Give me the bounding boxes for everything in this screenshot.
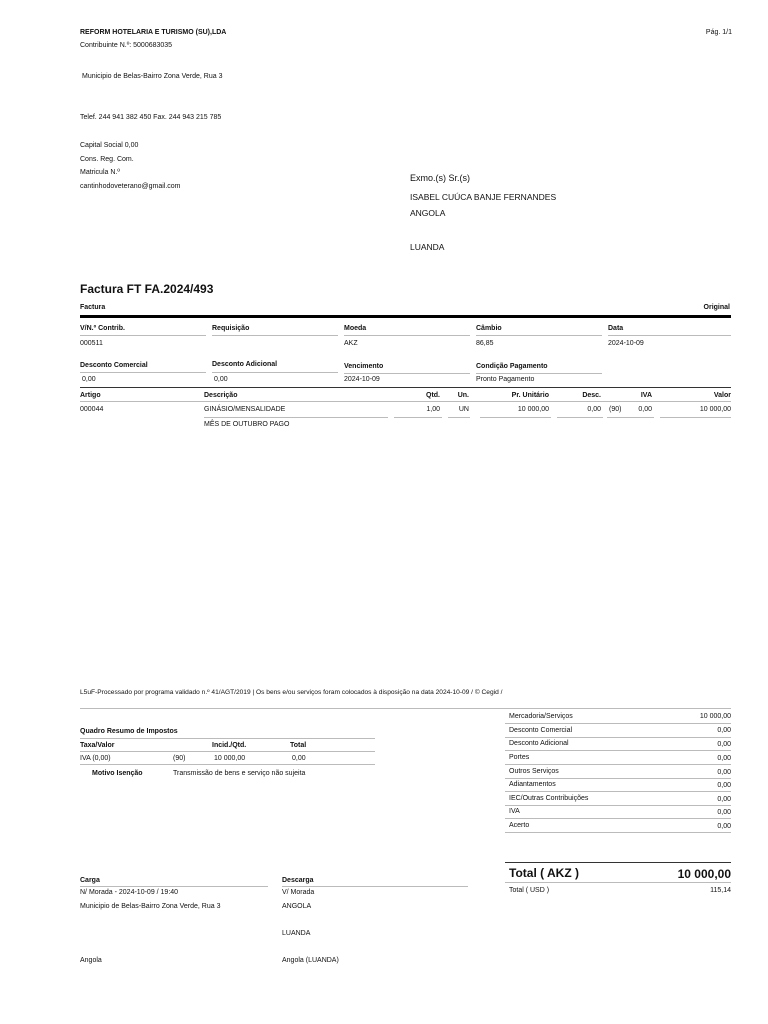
descarga-line3: LUANDA <box>282 930 311 937</box>
tax-summary-title: Quadro Resumo de Impostos <box>80 728 178 735</box>
grand-total-value: 10 000,00 <box>677 867 731 881</box>
info-header: Moeda <box>344 325 367 332</box>
carga-line2: Municipio de Belas-Bairro Zona Verde, Rua 3 <box>80 903 221 910</box>
totals-value: 0,00 <box>717 769 731 776</box>
descarga-line1: V/ Morada <box>282 889 315 896</box>
company-email: cantinhodoveterano@gmail.com <box>80 183 181 190</box>
totals-label: IVA <box>509 808 520 815</box>
totals-value: 0,00 <box>717 782 731 789</box>
col-header-artigo: Artigo <box>80 392 101 399</box>
totals-value: 0,00 <box>717 809 731 816</box>
col-header-un: Un. <box>457 392 469 399</box>
grand-total-label: Total ( AKZ ) <box>509 866 579 880</box>
carga-line1: N/ Morada - 2024-10-09 / 19:40 <box>80 889 179 896</box>
totals-label: Adiantamentos <box>509 781 556 788</box>
row-un: UN <box>458 406 469 413</box>
info-header: Desconto Adicional <box>212 361 278 368</box>
info-value: 000511 <box>80 340 103 347</box>
company-taxpayer: Contribuinte N.º: 5000683035 <box>80 42 173 49</box>
totals-value: 0,00 <box>717 727 731 734</box>
totals-value: 10 000,00 <box>699 713 731 720</box>
totals-label: Portes <box>509 754 530 761</box>
company-matricula: Matricula N.º <box>80 169 120 176</box>
invoice-title: Factura FT FA.2024/493 <box>80 282 214 296</box>
info-header: Desconto Comercial <box>80 362 148 369</box>
info-value: Pronto Pagamento <box>476 376 535 383</box>
page-number: Pág. 1/1 <box>705 29 732 36</box>
exemption-label: Motivo Isenção <box>92 770 143 777</box>
tax-row-taxa: IVA (0,00) <box>80 755 111 762</box>
totals-label: Desconto Adicional <box>509 740 569 747</box>
totals-label: Outros Serviços <box>509 768 559 775</box>
info-value: 0,00 <box>214 376 228 383</box>
row-qtd: 1,00 <box>426 406 440 413</box>
info-header: Vencimento <box>344 363 384 370</box>
totals-label: Desconto Comercial <box>509 727 573 734</box>
row-iva-code: (90) <box>609 406 622 413</box>
company-phone-fax: Telef. 244 941 382 450 Fax. 244 943 215 785 <box>80 114 222 121</box>
totals-label: Acerto <box>509 822 530 829</box>
info-header: Data <box>608 325 624 332</box>
item-note: MÊS DE OUTUBRO PAGO <box>204 421 290 428</box>
client-name: ISABEL CUÚCA BANJE FERNANDES <box>410 192 557 202</box>
exemption-text: Transmissão de bens e serviço não sujeita <box>173 770 306 777</box>
info-header: Câmbio <box>476 325 502 332</box>
title-rule <box>80 315 731 318</box>
info-header: Condição Pagamento <box>476 363 548 370</box>
tax-header-total: Total <box>290 742 307 749</box>
invoice-doc-type: Factura <box>80 304 106 311</box>
info-header: V/N.º Contrib. <box>80 325 125 332</box>
info-value: AKZ <box>344 340 358 347</box>
col-header-iva: IVA <box>640 392 652 399</box>
col-header-pr-unit: Pr. Unitário <box>511 392 549 399</box>
tax-row-code: (90) <box>173 755 186 762</box>
descarga-line2: ANGOLA <box>282 903 312 910</box>
tax-header-incid: Incid./Qtd. <box>212 742 247 749</box>
invoice-copy: Original <box>703 304 730 311</box>
client-city: LUANDA <box>410 242 445 252</box>
client-country: ANGOLA <box>410 208 446 218</box>
row-artigo: 000044 <box>80 406 104 413</box>
usd-total-label: Total ( USD ) <box>509 887 550 894</box>
tax-row-total: 0,00 <box>292 755 306 762</box>
col-header-desc: Desc. <box>582 392 601 399</box>
usd-total-value: 115,14 <box>710 887 731 894</box>
descarga-title: Descarga <box>282 877 314 884</box>
row-descricao: GINÁSIO/MENSALIDADE <box>204 406 286 413</box>
tax-header-taxa: Taxa/Valor <box>80 742 115 749</box>
client-salutation: Exmo.(s) Sr.(s) <box>410 173 470 183</box>
row-desc: 0,00 <box>587 406 601 413</box>
col-header-valor: Valor <box>713 392 731 399</box>
totals-value: 0,00 <box>717 755 731 762</box>
row-iva: 0,00 <box>638 406 652 413</box>
row-valor: 10 000,00 <box>699 406 731 413</box>
company-capital: Capital Social 0,00 <box>80 142 139 149</box>
col-header-qtd: Qtd. <box>426 392 440 399</box>
totals-value: 0,00 <box>717 741 731 748</box>
info-value: 2024-10-09 <box>344 376 380 383</box>
carga-title: Carga <box>80 877 100 884</box>
info-value: 2024-10-09 <box>608 340 644 347</box>
company-address: Municipio de Belas-Bairro Zona Verde, Rua 3 <box>82 73 223 80</box>
tax-row-incid: 10 000,00 <box>214 755 246 762</box>
descarga-line4: Angola (LUANDA) <box>282 957 339 964</box>
carga-line3: Angola <box>80 957 102 964</box>
totals-value: 0,00 <box>717 796 731 803</box>
company-name: REFORM HOTELARIA E TURISMO (SU),LDA <box>80 29 227 36</box>
info-value: 0,00 <box>82 376 96 383</box>
totals-label: IEC/Outras Contribuições <box>509 795 589 802</box>
row-pr-unit: 10 000,00 <box>517 406 549 413</box>
col-header-descricao: Descrição <box>204 392 238 399</box>
info-header: Requisição <box>212 325 250 332</box>
info-value: 86,85 <box>476 340 494 347</box>
totals-value: 0,00 <box>717 823 731 830</box>
processed-note: L5uF-Processado por programa validado n.º 41/AGT/2019 | Os bens e/ou serviços foram colocados à disposição na data 2024-10-09 / © Cegid / <box>80 689 503 696</box>
company-cons-reg: Cons. Reg. Com. <box>80 156 134 163</box>
totals-label: Mercadoria/Serviços <box>509 713 573 720</box>
